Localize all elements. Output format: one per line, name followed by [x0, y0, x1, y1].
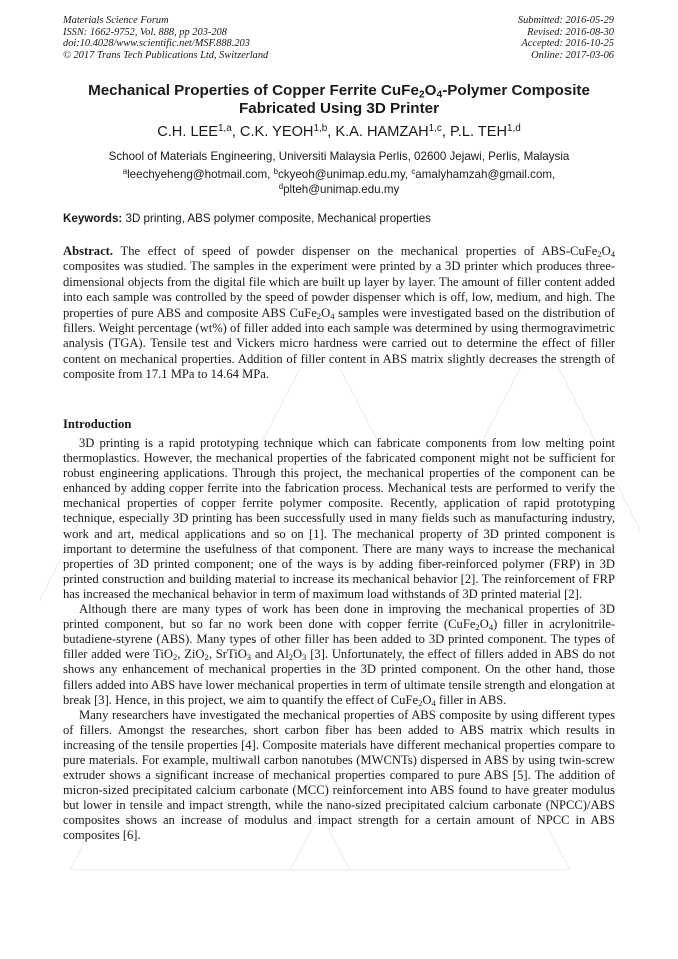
date-accepted: Accepted: 2016-10-25 [521, 38, 614, 50]
affiliation: School of Materials Engineering, Universiti Malaysia Perlis, 02600 Jejawi, Perlis, Malaysia [108, 150, 570, 163]
paragraph: Many researchers have investigated the mechanical properties of ABS composite by using different types of fillers. Amongst the researches, short carbon fiber has been added to ABS matrix which results in increasing of the tensile properties [4]. Composite materials have different mechanical properties compare to pure materials. For example, multiwall carbon nanotubes (MWCNTs) dispersed in ABS by using twin-screw extruder shows a significant increase of mechanical properties compared to pure ABS [5]. The addition of micron-sized precipitated calcium carbonate (MCC) reinforcement into ABS found to have greater modulus but lower in tensile and impact strength, while the nano-sized precipitated calcium carbonate (NPCC)/ABS composites shows an increase of modulus and impact strength for a certain amount of NPCC in ABS composites [6]. [63, 707, 615, 843]
paragraph: 3D printing is a rapid prototyping technique which can fabricate components from low melting point thermoplastics. However, the mechanical properties of the fabricated component might not be sufficient for robust engineering applications. Through this project, the mechanical properties of the component can be enhanced by adding copper ferrite into the fabrication process. Mechanical tests are performed to verify the mechanical properties of copper ferrite polymer composite. Recently, application of rapid prototyping technique, especially 3D printing has been successfully used in many fields such as manufacturing industry, work and art, medical applications and so on [1]. The mechanical property of 3D printed component is important to determine the usefulness of that component. There are many ways to increase the mechanical properties of 3D printed component; one of the ways is by adding fiber-reinforced polymer (FRP) in 3D printed construction and building material to increase its mechanical behavior [2]. The reinforcement of FRP has increased the mechanical behavior in term of maximum load withstands of 3D printed material [2]. [63, 436, 615, 601]
paper-title [52, 82, 626, 118]
abstract: Abstract. The effect of speed of powder dispenser on the mechanical properties of ABS-$CuFe_2O_4$ composites was studied. The samples in the experiment were printed by a 3D printer which produces three-dimensional objects from the digital file which are built up layer by layer. The amount of filler content added into each sample was controlled by the speed of powder dispenser which is off, low, medium, and high. The properties of pure ABS and composite ABS $CuFe_2O_4$ samples were investigated based on the distribution of fillers. Weight percentage (wt%) of filler added into each sample was determined by using thermogravimetric analysis (TGA). Tensile test and Vickers micro hardness were carried out to determine the effect of filler content on mechanical properties. Addition of filler content in ABS matrix slightly decreases the strength of composite from 17.1 MPa to 14.64 MPa. [63, 244, 616, 382]
email-link[interactable]: leechyeheng@hotmail.com, [127, 168, 271, 181]
journal-info [63, 15, 268, 61]
journal-doi: doi:10.4028/www.scientific.net/MSF.888.203 [63, 38, 250, 50]
keywords-label: Keywords: [63, 212, 123, 225]
journal-issn: ISSN: 1662-9752, Vol. 888, pp 203-208 [63, 26, 227, 38]
email-link[interactable]: ckyeoh@unimap.edu.my, [277, 168, 409, 181]
paragraph: Although there are many types of work has been done in improving the mechanical properties of 3D printed component, but so far no work been done with copper ferrite $(CuFe_2O_4)$ filler in acrylonitrile-butadiene-styrene (ABS). Many types of other filler has been added to 3D printed component. The types of filler added were TiO$_2$, ZiO$_2$, SrTiO$_3$ and $Al_2O_3$ [3]. Unfortunately, the effect of fillers added in ABS do not shows any enhancement of mechanical properties in the 3D printed component. On the other hand, those fillers added into ABS have lower mechanical properties in term of ultimate tensile strength and elongation at break [3]. Hence, in this project, we aim to quantify the effect of $CuFe_2O_4$ filler in ABS. [63, 602, 615, 708]
email-link[interactable]: plteh@unimap.edu.my [283, 183, 400, 196]
author-name: C.H. LEE [157, 124, 219, 140]
date-online: Online: 2017-03-06 [531, 49, 614, 61]
author-name: K.A. HAMZAH [335, 124, 429, 140]
introduction-body [63, 436, 615, 844]
author-name: C.K. YEOH [239, 124, 314, 140]
keywords [63, 212, 615, 226]
author-name: P.L. TEH [449, 124, 507, 140]
author-list: C.H. LEE$^{1,a}$, C.K. YEOH$^{1,b}$, K.A. HAMZAH$^{1,c}$, P.L. TEH$^{1,d}$ [157, 123, 521, 140]
author-emails: $^a$leechyeheng@hotmail.com, $^b$ckyeoh@unimap.edu.my, $^c$amalyhamzah@gmail.com, $^d$plteh@unimap.edu.my [122, 167, 556, 196]
journal-name: Materials Science Forum [63, 15, 169, 26]
keywords-text: 3D printing, ABS polymer composite, Mechanical properties [125, 212, 431, 225]
title-line-2: Fabricated Using 3D Printer [238, 100, 440, 117]
section-heading-introduction: Introduction [63, 417, 132, 431]
email-link[interactable]: amalyhamzah@gmail.com, [415, 168, 556, 181]
abstract-label: Abstract. [63, 244, 114, 258]
title-line-1: Mechanical Properties of Copper Ferrite $CuFe_2O_4$-Polymer Composite [88, 82, 590, 101]
publication-dates [518, 15, 614, 61]
date-submitted: Submitted: 2016-05-29 [517, 15, 614, 26]
date-revised: Revised: 2016-08-30 [527, 26, 614, 38]
journal-copyright: © 2017 Trans Tech Publications Ltd, Switzerland [63, 49, 269, 61]
